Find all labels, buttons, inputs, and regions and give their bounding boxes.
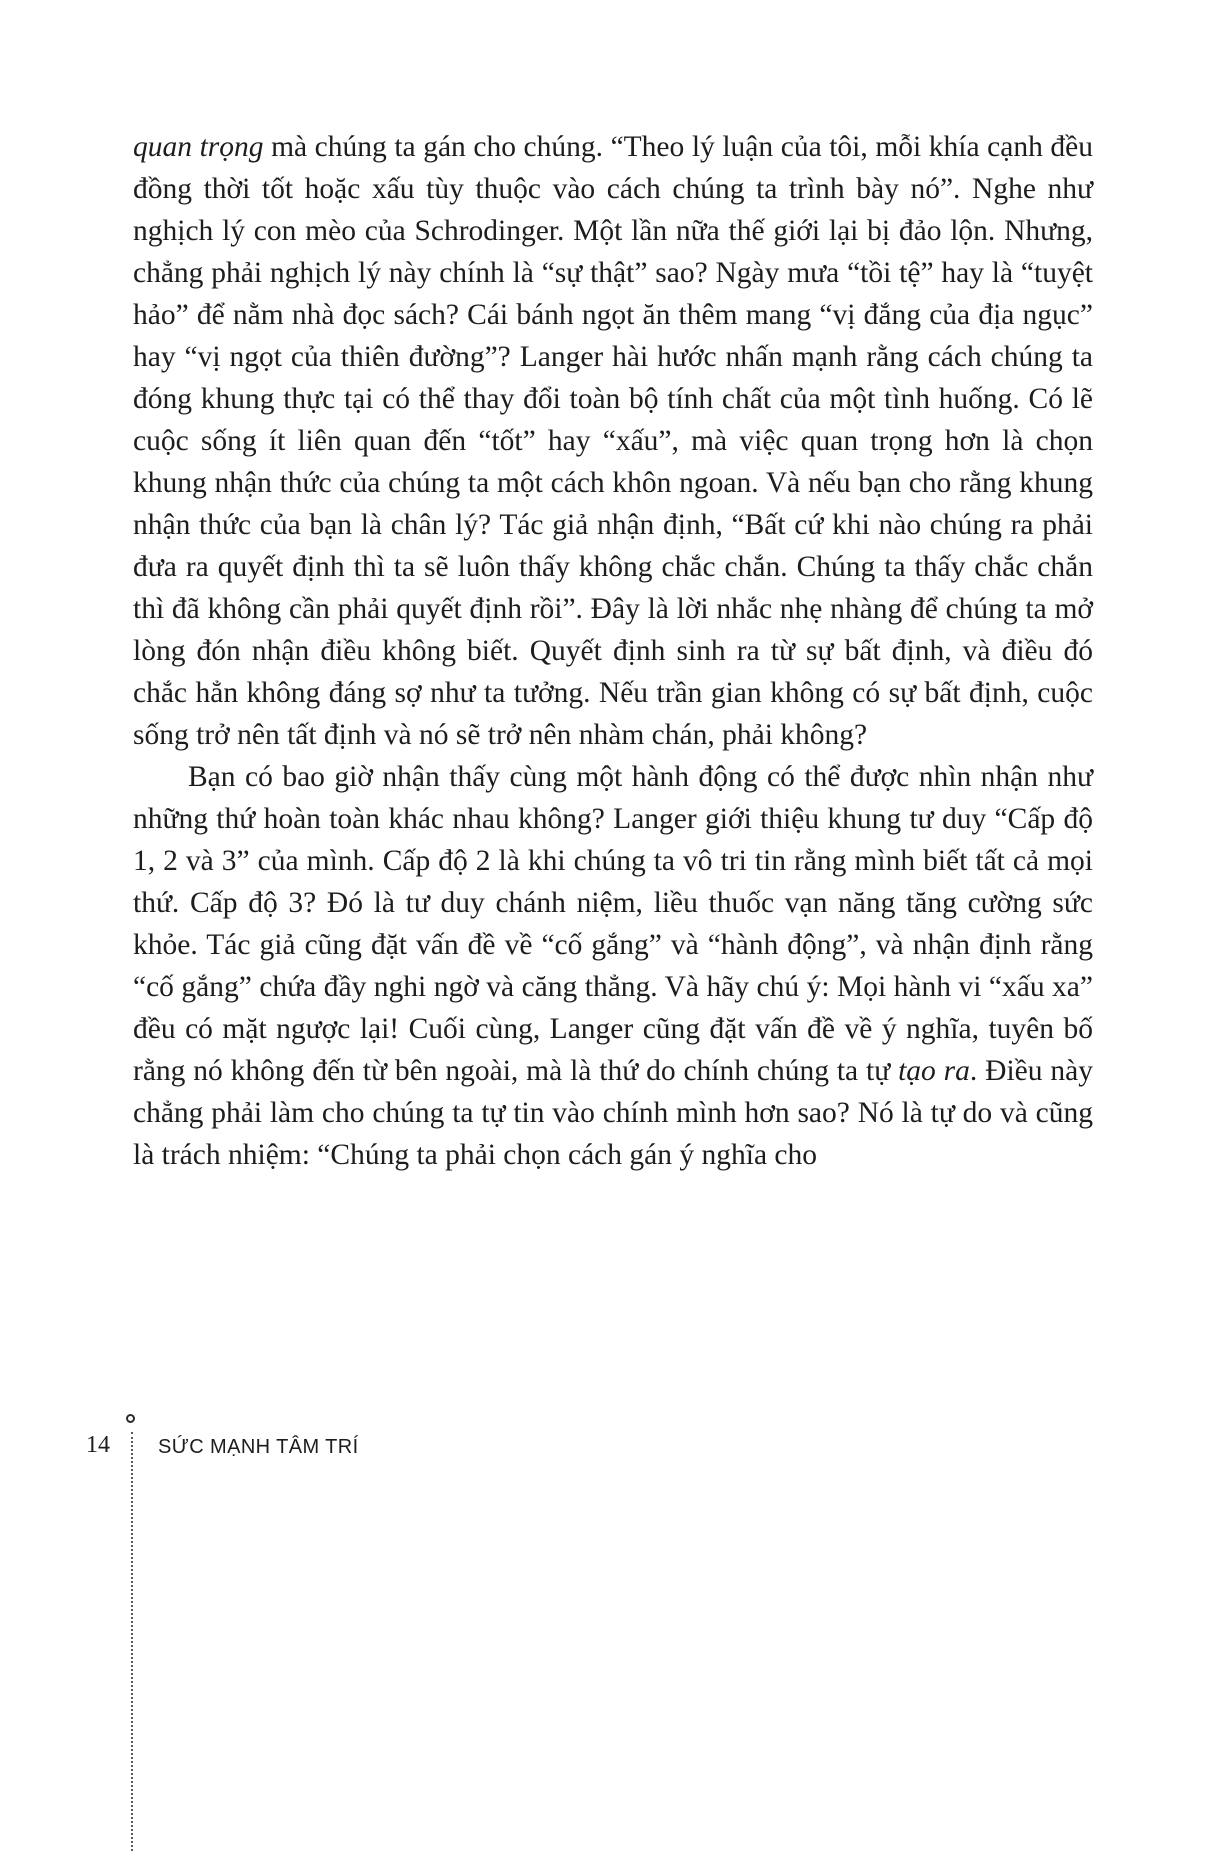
text-run: Bạn có bao giờ nhận thấy cùng một hành động có thể được nhìn nhận như những thứ hoàn toàn khác nhau không? Langer giới thiệu khung tư duy “Cấp độ 1, 2 và 3” của mình. Cấp độ 2 là khi chúng ta vô tri tin rằng mình biết tất cả mọi thứ. Cấp độ 3? Đó là tư duy chánh niệm, liều thuốc vạn năng tăng cường sức khỏe. Tác giả cũng đặt vấn đề về “cố gắng” và “hành động”, và nhận định rằng “cố gắng” chứa đầy nghi ngờ và căng thẳng. Và hãy chú ý: Mọi hành vi “xấu xa” đều có mặt ngược lại! Cuối cùng, Langer cũng đặt vấn đề về ý nghĩa, tuyên bố rằng nó không đến từ bên ngoài, mà là thứ do chính chúng ta tự: [133, 761, 1093, 1087]
text-run: tạo ra: [898, 1055, 970, 1087]
footer-dotted-line: [131, 1432, 133, 1851]
text-run: quan trọng: [133, 131, 264, 163]
text-run: . Điều này chẳng phải làm cho chúng ta tự tin vào chính mình hơn sao? Nó là tự do và cũng là trách nhiệm: “Chúng ta phải chọn cách gán ý nghĩa cho: [133, 1055, 1093, 1171]
paragraph: [133, 126, 1093, 756]
divider-circle-ornament: [126, 1414, 135, 1423]
body-text: [133, 126, 1093, 1176]
paragraph: [133, 756, 1093, 1176]
text-run: mà chúng ta gán cho chúng. “Theo lý luận của tôi, mỗi khía cạnh đều đồng thời tốt hoặc xấu tùy thuộc vào cách chúng ta trình bày nó”. Nghe như nghịch lý con mèo của Schrodinger. Một lần nữa thế giới lại bị đảo lộn. Nhưng, chẳng phải nghịch lý này chính là “sự thật” sao? Ngày mưa “tồi tệ” hay là “tuyệt hảo” để nằm nhà đọc sách? Cái bánh ngọt ăn thêm mang “vị đắng của địa ngục” hay “vị ngọt của thiên đường”? Langer hài hước nhấn mạnh rằng cách chúng ta đóng khung thực tại có thể thay đổi toàn bộ tính chất của một tình huống. Có lẽ cuộc sống ít liên quan đến “tốt” hay “xấu”, mà việc quan trọng hơn là chọn khung nhận thức của chúng ta một cách khôn ngoan. Và nếu bạn cho rằng khung nhận thức của bạn là chân lý? Tác giả nhận định, “Bất cứ khi nào chúng ra phải đưa ra quyết định thì ta sẽ luôn thấy không chắc chắn. Chúng ta thấy chắc chắn thì đã không cần phải quyết định rồi”. Đây là lời nhắc nhẹ nhàng để chúng ta mở lòng đón nhận điều không biết. Quyết định sinh ra từ sự bất định, và điều đó chắc hẳn không đáng sợ như ta tưởng. Nếu trần gian không có sự bất định, cuộc sống trở nên tất định và nó sẽ trở nên nhàm chán, phải không?: [133, 131, 1093, 751]
page-footer: [0, 1410, 1221, 1851]
book-title: SỨC MẠNH TÂM TRÍ: [158, 1436, 359, 1458]
page-number: 14: [86, 1432, 110, 1458]
